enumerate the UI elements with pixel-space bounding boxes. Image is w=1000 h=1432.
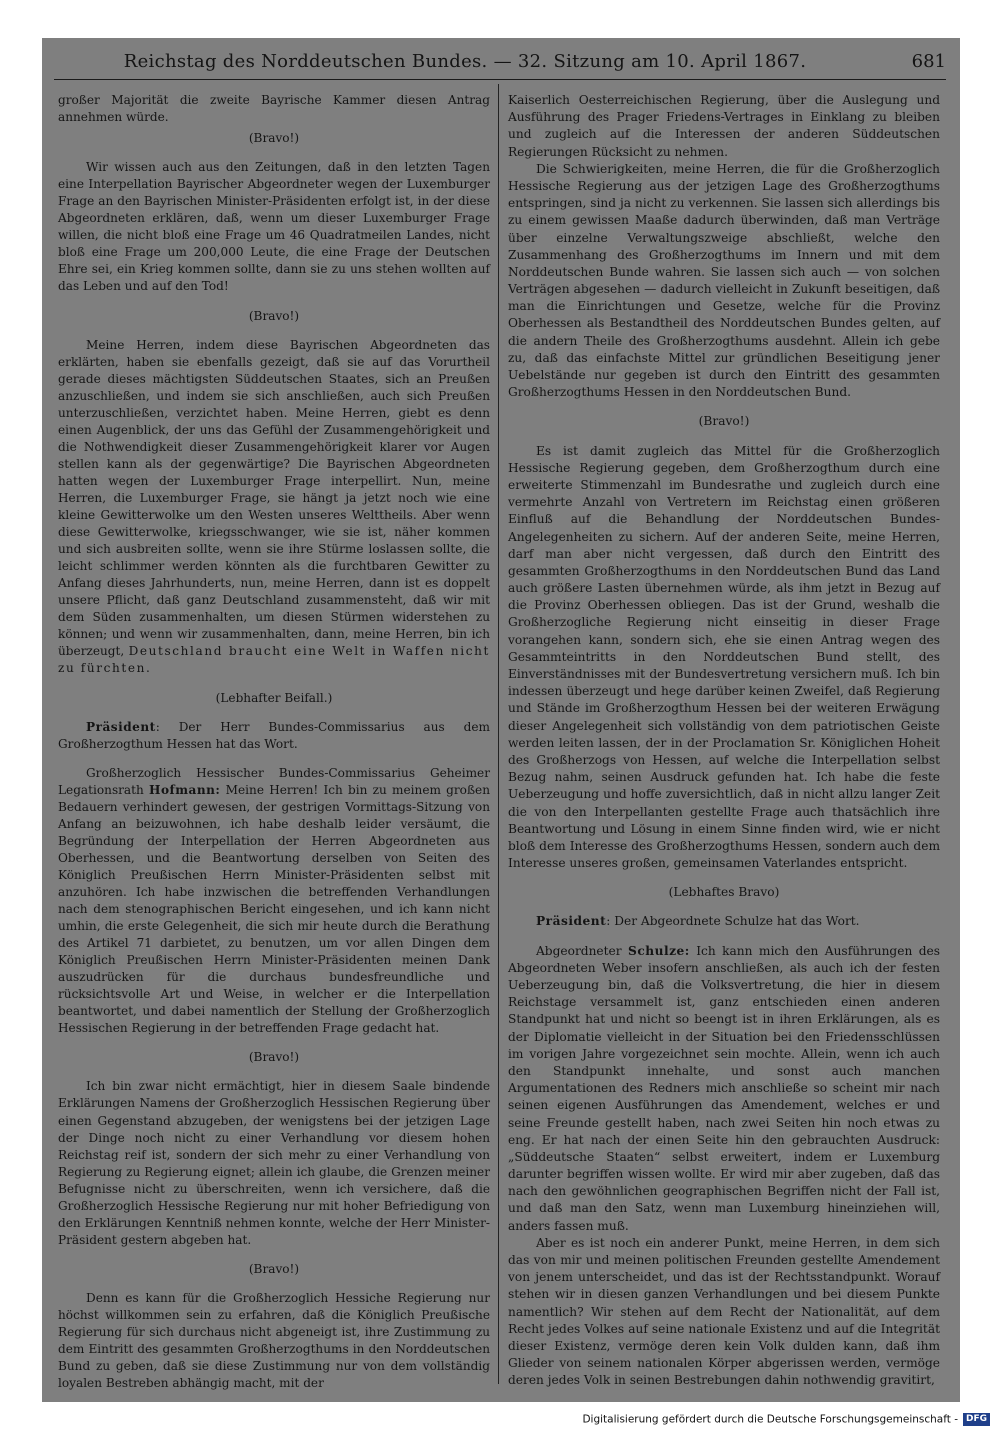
paragraph: großer Majorität die zweite Bayrische Kammer diesen Antrag annehmen würde. bbox=[58, 93, 490, 125]
credit-text: Digitalisierung gefördert durch die Deutsche Forschungsgemeinschaft - bbox=[582, 1413, 958, 1426]
speaker-paragraph bbox=[58, 765, 490, 1038]
paragraph-text: Ich kann mich den Ausführungen des Abgeordneten Weber insofern anschließen, als auch ich der festen Ueberzeugung bin, daß die Volksvertretung, die hier in diesem Reichstage versammelt ist, ganz entschieden einen anderen Standpunkt hat und nicht so beengt ist in ihren Erklärungen, als es der Diplomatie vielleicht in der Situation bei den Friedensschlüssen im vorigen Jahre vorgezeichnet sein mochte. Allein, wenn ich auch den Standpunkt innehalte, und sonst auch manchen Argumentationen des Redners mich anschließe so scheint mir nach seinen eigenen Ausführungen das Amendement, welches er und seine Freunde gestellt haben, nach zwei Seiten hin noch etwas zu eng. Er hat nach der einen Seite hin den gebrauchten Ausdruck: „Süddeutsche Staaten“ selbst erweitert, indem er Luxemburg darunter begriffen wissen wollte. Er wird mir aber zugeben, daß das nach den gewöhnlichen geographischen Begriffen nicht der Fall ist, und daß man den Satz, wenn man Luxemburg hineinziehen will, anders fassen muß. bbox=[508, 943, 940, 1233]
speaker-paragraph bbox=[508, 913, 940, 930]
speaker-name: Schulze: bbox=[628, 943, 690, 958]
speaker-paragraph bbox=[508, 943, 940, 1235]
speaker-paragraph bbox=[58, 719, 490, 753]
reaction: (Lebhafter Beifall.) bbox=[215, 690, 333, 705]
paragraph-text: Meine Herren! Ich bin zu meinem großen Bedauern verhindert gewesen, der gestrigen Vormittags-Sitzung von Anfang an beizuwohnen, ich habe deshalb leider versäumt, die Begründung der Interpellation der Herren Abgeordneten aus Oberhessen, und die Beantwortung derselben von Seiten des Königlich Preußischen Herrn Minister-Präsidenten selbst mit anzuhören. Ich habe inzwischen die betreffenden Verhandlungen nach dem stenographischen Bericht eingesehen, und ich kann nicht umhin, die erste Gelegenheit, die sich mir heute durch die Berathung des Artikel 71 darbietet, zu benutzen, um vor allen Dingen dem Königlich Preußischen Herrn Minister-Präsidenten meinen Dank auszudrücken für die durchaus bundesfreundliche und rücksichtsvolle Art und Weise, in welcher er die Interpellation beantwortet, und dabei namentlich der Stellung der Großherzoglich Hessischen Regierung in der betreffenden Frage gedacht hat. bbox=[58, 782, 490, 1036]
speaker-name: Präsident bbox=[86, 719, 156, 734]
header-title: Reichstag des Norddeutschen Bundes. — 32. Sitzung am 10. April 1867. bbox=[123, 51, 807, 72]
paragraph-text: : Der Abgeordnete Schulze hat das Wort. bbox=[606, 914, 860, 929]
page-header bbox=[54, 49, 946, 80]
reaction: (Bravo!) bbox=[248, 1050, 300, 1065]
speaker-name: Präsident bbox=[536, 914, 607, 929]
paragraph bbox=[58, 337, 490, 678]
paragraph: Die Schwierigkeiten, meine Herren, die für die Großherzoglich Hessische Regierung aus der jetzigen Lage des Großherzogthums entspringen, sind ja nicht zu verkennen. Sie lassen sich allerdings bis zu einem gewissen Maaße dadurch überwinden, daß man Verträge über einzelne Verwaltungszweige abschließt, welche den Zusammenhang des Großherzogthums im Innern und mit dem Norddeutschen Bunde wahren. Sie lassen sich auch — von solchen Verträgen abgesehen — dadurch vielleicht in Zukunft beseitigen, daß man die Einrichtungen und Gesetze, welche für die Provinz Oberhessen als Bestandtheil des Norddeutschen Bundes gelten, auf die andern Theile des Großherzogthums ausdehnt. Allein ich gebe zu, daß das einfachste Mittel zur gründlichen Beseitigung jener Uebelstände nur gegeben ist durch den Eintritt des gesammten Großherzogthums Hessen in den Norddeutschen Bund. bbox=[508, 161, 940, 400]
emphasized-text: Deutschland braucht eine Welt in Waffen nicht zu fürchten. bbox=[58, 644, 490, 676]
paragraph: Kaiserlich Oesterreichischen Regierung, über die Auslegung und Ausführung des Prager Friedens-Vertrages in Einklang zu bleiben und zugleich auf die Interessen der anderen Süddeutschen Regierungen Rücksicht zu nehmen. bbox=[508, 93, 940, 159]
paragraph-text: : Der Herr Bundes-Commissarius aus dem Großherzogthum Hessen hat das Wort. bbox=[58, 719, 490, 751]
paragraph: Denn es kann für die Großherzoglich Hessiche Regierung nur höchst willkommen sein zu erfahren, daß die Königlich Preußische Regierung für sich durchaus nicht abgeneigt ist, ihre Zustimmung zu dem Eintritt des gesammten Großherzogthums in den Norddeutschen Bund zu geben, daß sie diese Zustimmung nur von dem vollständig loyalen Bestreben abhängig macht, mit der bbox=[58, 1290, 490, 1391]
reaction: (Bravo!) bbox=[248, 308, 300, 323]
paragraph: Es ist damit zugleich das Mittel für die Großherzoglich Hessische Regierung gegeben, dem Großherzogthum durch eine erweiterte Stimmenzahl im Bundesrathe und zugleich durch eine vermehrte Anzahl von Vertretern im Reichstag einen größeren Einfluß auf die Behandlung der Norddeutschen Bundes-Angelegenheiten zu sichern. Auf der anderen Seite, meine Herren, darf man aber nicht vergessen, daß durch den Eintritt des gesammten Großherzogthums in den Norddeutschen Bund das Land auch größere Lasten übernehmen würde, als ihm jetzt in Bezug auf die Provinz Oberhessen obliegen. Das ist der Grund, weshalb die Großherzogliche Regierung nicht einseitig in dieser Frage vorangehen kann, sondern sich, ehe sie einen Antrag wegen des Gesammteintritts in den Norddeutschen Bund stellt, des Einverständnisses mit der Bundesvertretung versichern muß. Ich bin indessen überzeugt und hege darüber keinen Zweifel, daß Regierung und Stände im Großherzogthum Hessen bei der weiteren Erwägung dieser Angelegenheit sich vollständig von dem patriotischen Geiste werden leiten lassen, der in der Proclamation Sr. Königlichen Hoheit des Großherzogs von Hessen, auf welche die Interpellation selbst Bezug nahm, seinen Ausdruck gefunden hat. Ich habe die feste Ueberzeugung und hoffe zuversichtlich, daß in nicht allzu langer Zeit die von den Interpellanten gestellte Frage auch thatsächlich ihre Beantwortung und Lösung in einem Sinne finden wird, wie er nicht bloß dem Interesse des Großherzogthums Hessen, sondern auch dem Interesse unseres großen, gemeinsamen Vaterlandes entspricht. bbox=[508, 443, 940, 871]
left-column bbox=[58, 92, 490, 1392]
paragraph: Aber es ist noch ein anderer Punkt, meine Herren, in dem sich das von mir und meinen politischen Freunden gestellte Amendement von jenem unterscheidet, und das ist der Rechtsstandpunkt. Worauf stehen wir in diesen ganzen Verhandlungen und bei diesem Punkte namentlich? Wir stehen auf dem Recht der Nationalität, auf dem Recht jedes Volkes auf seine nationale Existenz und auf die Integrität dieser Existenz, vermöge deren kein Volk dulden kann, daß ihm Glieder von seinem nationalen Körper abgerissen werden, vermöge deren jedes Volk in seinen Bestrebungen dahin nothwendig gravitirt, bbox=[508, 1235, 940, 1388]
digitization-credit bbox=[560, 1413, 990, 1429]
paragraph: Ich bin zwar nicht ermächtigt, hier in diesem Saale bindende Erklärungen Namens der Großherzoglich Hessischen Regierung über einen Gegenstand abzugeben, der wenigstens bei der jetzigen Lage der Dinge noch nicht zu einer Verhandlung vor diesem hohen Reichstag reif ist, sondern der sich mehr zu einer Verhandlung von Regierung zu Regierung eignet; allein ich glaube, die Grenzen meiner Befugnisse nicht zu überschreiten, wenn ich versichere, daß die Großherzoglich Hessische Regierung nur mit hoher Befriedigung von den Erklärungen Kenntniß nehmen konnte, welche der Herr Minister-Präsident gestern abgeben hat. bbox=[58, 1079, 490, 1247]
dfg-logo: DFG bbox=[963, 1413, 990, 1426]
page-number: 681 bbox=[911, 51, 946, 72]
reaction: (Bravo!) bbox=[248, 131, 300, 146]
reaction: (Lebhaftes Bravo) bbox=[668, 885, 780, 900]
paragraph: Wir wissen auch aus den Zeitungen, daß in den letzten Tagen eine Interpellation Bayrischer Abgeordneter wegen der Luxemburger Frage an den Bayrischen Minister-Präsidenten erfolgt ist, in der diese Abgeordneten erklären, daß, wenn um dieser Luxemburger Frage willen, die nicht bloß eine Frage um 46 Quadratmeilen Landes, nicht bloß eine Frage um 200,000 Leute, die eine Frage der Deutschen Ehre sei, ein Krieg kommen sollte, dann sie zu uns stehen wollten auf das Leben und auf den Tod! bbox=[58, 160, 490, 294]
paragraph-text: Abgeordneter bbox=[536, 943, 622, 958]
paragraph-text: Meine Herren, indem diese Bayrischen Abgeordneten das erklärten, haben sie ebenfalls gezeigt, daß sie auf das Vorurtheil gerade dieses mächtigsten Süddeutschen Staates, sich an Preußen anzuschließen, und indem sie sich anschließen, auch sich Preußen unterzuschließen, verzichtet haben. Meine Herren, giebt es denn einen Augenblick, der uns das Gefühl der Zusammengehörigkeit und die Nothwendigkeit dieser Zusammengehörigkeit klarer vor Augen stellen kann als der gegenwärtige? Die Bayrischen Abgeordneten hatten wegen der Luxemburger Frage interpellirt. Nun, meine Herren, die Luxemburger Frage, sie hängt ja jetzt noch wie eine kleine Gewitterwolke um den Westen unseres Welttheils. Aber wenn diese Gewitterwolke, kriegsschwanger, wie sie ist, näher kommen und sich ausbreiten sollte, wenn sie ihre Stürme loslassen sollte, die leicht schlimmer werden könnten als die furchtbaren Gewitter zu Anfang dieses Jahrhunderts, nun, meine Herren, dann ist es doppelt unsere Pflicht, daß ganz Deutschland zusammensteht, daß wir mit dem Süden zusammenhalten, um diesen Stürmen widerstehen zu können; und wenn wir zusammenhalten, dann, meine Herren, bin ich überzeugt, bbox=[58, 337, 490, 659]
paragraph-text: Großherzoglich Hessischer Bundes-Commissarius Geheimer Legationsrath bbox=[58, 765, 490, 797]
reaction: (Bravo!) bbox=[698, 414, 750, 429]
right-column bbox=[508, 92, 940, 1390]
reaction: (Bravo!) bbox=[248, 1261, 300, 1276]
speaker-name: Hofmann: bbox=[149, 782, 221, 797]
column-divider bbox=[498, 84, 499, 1384]
